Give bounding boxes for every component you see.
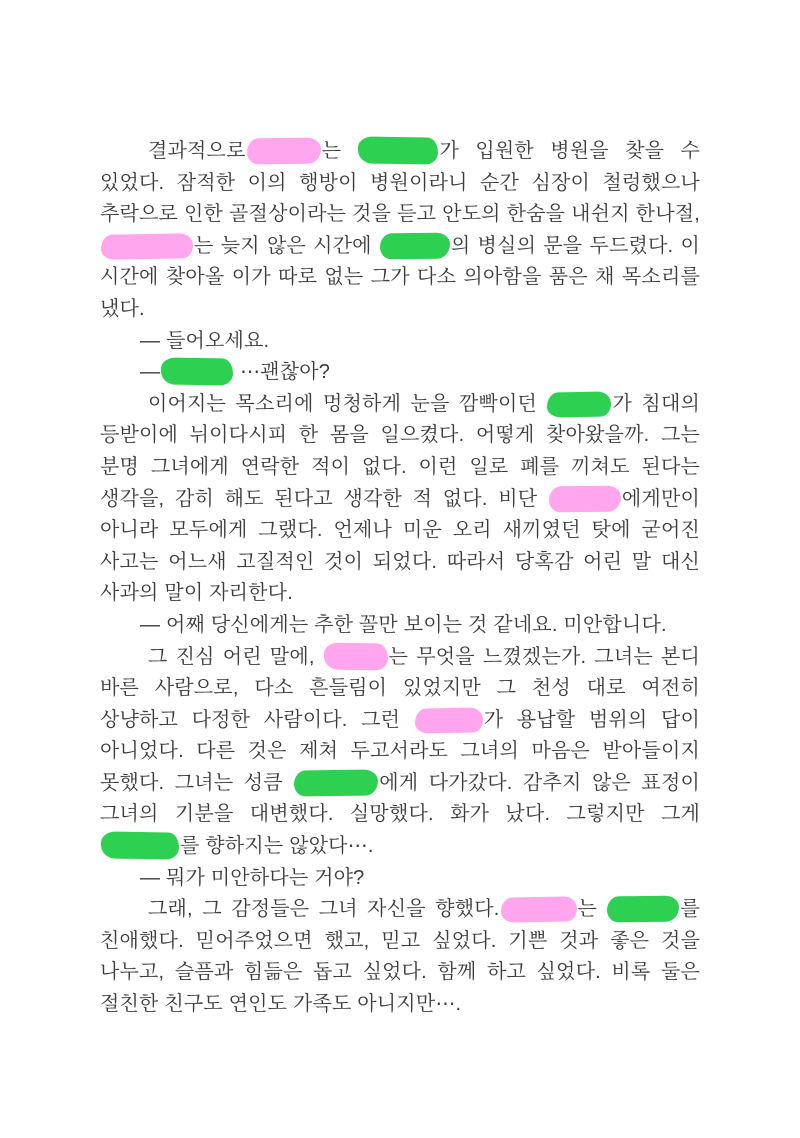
redaction-blob-pink — [549, 485, 621, 512]
dialogue-paragraph — [100, 326, 700, 358]
redaction-blob-green — [294, 769, 378, 796]
text-run: 가 입원한 병원을 찾을 수 있었다. 잠적한 이의 행방이 병원이라니 순간 심장이 철렁했으나 추락으로 인한 골절상이라는 것을 듣고 안도의 한숨을 내쉰지 한나절, — [100, 140, 706, 226]
text-run: — 어째 당신에게는 추한 꼴만 보이는 것 같네요. 미안합니다. — [140, 613, 667, 636]
text-run: 그 진심 어린 말에, — [148, 645, 323, 668]
text-run: 이어지는 목소리에 멍청하게 눈을 깜빡이던 — [148, 392, 547, 415]
redaction-blob-green — [547, 391, 611, 417]
text-run: 를 향하지는 않았다⋯. — [180, 835, 374, 858]
redaction-blob-green — [380, 232, 450, 259]
text-run: 그래, 그 감정들은 그녀 자신을 향했다. — [148, 898, 500, 921]
redaction-blob-pink — [414, 707, 482, 733]
text-run: 는 무엇을 느꼈겠는가. 그녀는 본디 바른 사람으로, 다소 흔들림이 있었지만 그 천성 대로 여전히 상냥하고 다정한 사람이다. 그런 — [100, 645, 706, 731]
redaction-blob-green — [607, 896, 679, 923]
text-column — [100, 136, 706, 1021]
redaction-blob-pink — [500, 897, 576, 923]
dialogue-paragraph — [100, 863, 700, 895]
text-run: 가 용납할 범위의 답이 아니었다. 다른 것은 제쳐 두고서라도 그녀의 마음은 받아들이지 못했다. 그녀는 성큼 — [100, 708, 706, 794]
redaction-blob-pink — [246, 138, 320, 165]
redaction-blob-green — [101, 831, 179, 859]
text-run: ⋯괜찮아? — [234, 361, 331, 384]
text-run: 에게만이 아니라 모두에게 그랬다. 언제나 미운 오리 새끼였던 탓에 굳어진 사고는 어느새 고질적인 것이 되었다. 따라서 당혹감 어린 말 대신 사과의 말이 자리한다. — [100, 487, 706, 605]
text-run: — 들어오세요. — [140, 329, 270, 352]
redaction-blob-pink — [323, 642, 387, 670]
text-run: 를 친애했다. 믿어주었으면 했고, 믿고 싶었다. 기쁜 것과 좋은 것을 나누고, 슬픔과 힘듦은 돕고 싶었다. 함께 하고 싶었다. 비록 둘은 절친한 친구도 연인도 가족도 아니지만⋯. — [100, 898, 706, 1016]
text-run: 에게 다가갔다. 감추지 않은 표정이 그녀의 기분을 대변했다. 실망했다. 화가 났다. 그렇지만 그게 — [100, 771, 706, 826]
text-run: — 뭐가 미안하다는 거야? — [140, 866, 365, 889]
text-run: 는 늦지 않은 시간에 — [194, 234, 379, 257]
narration-paragraph — [100, 136, 706, 326]
narration-paragraph — [100, 894, 706, 1020]
dialogue-paragraph — [100, 610, 700, 642]
redaction-blob-green — [161, 358, 233, 386]
text-run: 의 병실의 문을 두드렸다. 이 시간에 찾아올 이가 따로 없는 그가 다소 의아함을 품은 채 목소리를 냈다. — [100, 234, 706, 320]
redaction-blob-green — [358, 136, 438, 164]
text-run: 는 — [321, 140, 358, 162]
text-run: 는 — [577, 898, 607, 921]
text-run: — — [140, 361, 161, 384]
text-run: 가 침대의 등받이에 뉘이다시피 한 몸을 일으켰다. 어떻게 찾아왔을까. 그는 분명 그녀에게 연락한 적이 없다. 이런 일로 폐를 끼쳐도 된다는 생각을, 감히 해도 된다고 생각한 적 없다. 비단 — [100, 392, 706, 510]
narration-paragraph — [100, 389, 706, 610]
narration-paragraph — [100, 642, 706, 863]
dialogue-paragraph — [100, 357, 700, 389]
text-run: 결과적으로 — [148, 140, 246, 162]
redaction-blob-pink — [101, 233, 193, 260]
